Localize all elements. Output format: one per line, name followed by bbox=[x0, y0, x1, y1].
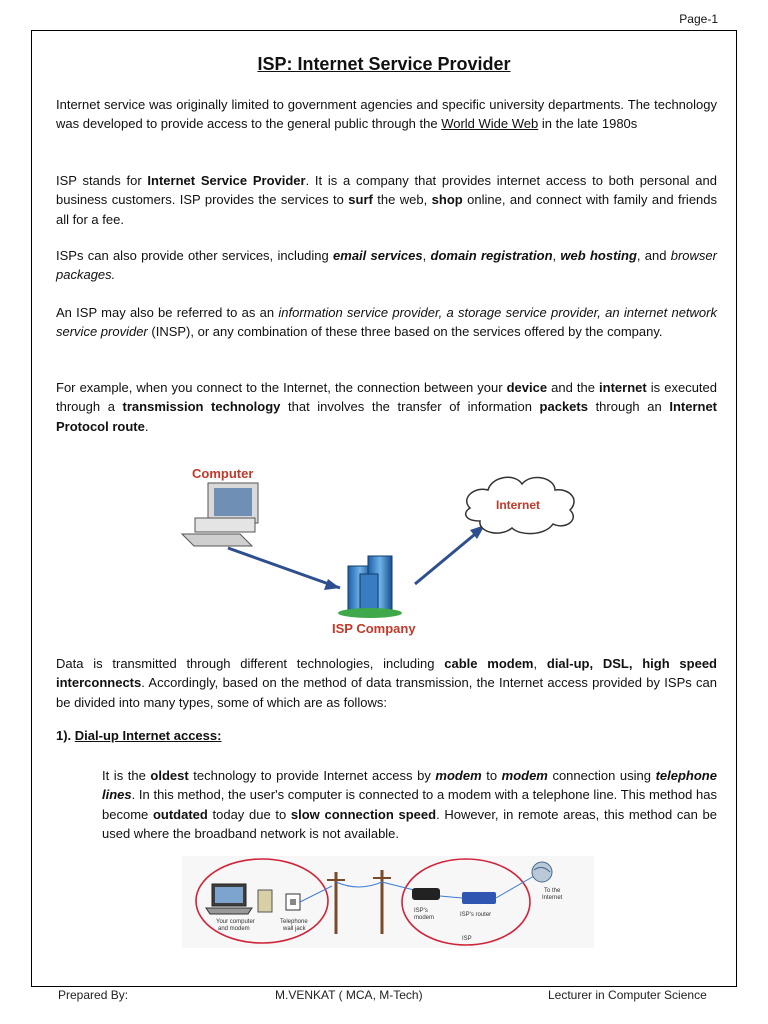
svg-text:and modem: and modem bbox=[218, 926, 250, 932]
svg-text:wall jack: wall jack bbox=[283, 926, 306, 932]
isp-definition-paragraph: ISP stands for Internet Service Provider. It is a company that provides internet access to both personal and business customers. ISP provides the services to surf the web, shop online, and connect with family and friends all for a fee. bbox=[56, 173, 718, 227]
svg-text:Telephone: Telephone bbox=[280, 919, 308, 925]
computer-label: Computer bbox=[192, 466, 254, 481]
isp-connection-diagram bbox=[170, 458, 590, 640]
svg-text:To the: To the bbox=[544, 888, 561, 894]
svg-text:ISP's router: ISP's router bbox=[460, 912, 492, 918]
arrow-computer-to-isp bbox=[228, 548, 340, 588]
globe-icon bbox=[532, 862, 552, 882]
svg-text:Internet: Internet bbox=[542, 895, 563, 901]
laptop-icon bbox=[206, 884, 252, 914]
isp-modem-icon bbox=[412, 888, 440, 900]
transmission-paragraph: Data is transmitted through different technologies, including cable modem, dial-up, DSL, high speed interconnects. Accordingly, based on the method of data transmission, the Internet access provided by ISPs can be divided into many types, some of which are as follows: bbox=[56, 656, 717, 710]
other-services-paragraph: ISPs can also provide other services, including email services, domain registration, web hosting, and browser packages. bbox=[56, 248, 717, 283]
svg-text:Your computer: Your computer bbox=[216, 919, 255, 925]
svg-text:ISP: ISP bbox=[462, 936, 472, 942]
isp-company-label: ISP Company bbox=[332, 621, 416, 636]
dialup-paragraph: It is the oldest technology to provide Internet access by modem to modem connection using telephone lines. In this method, the user's computer is connected to a modem with a telephone line. This method has become outdated today due to slow connection speed. However, in remote areas, this method can be used where the broadband network is not available. bbox=[102, 768, 718, 841]
page-number: Page-1 bbox=[679, 12, 718, 26]
svg-text:ISP's: ISP's bbox=[414, 908, 428, 914]
internet-label: Internet bbox=[496, 498, 541, 512]
arrow-isp-to-internet bbox=[415, 530, 480, 584]
footer-author: M.VENKAT ( MCA, M-Tech) bbox=[275, 988, 423, 1002]
isp-building-icon bbox=[338, 556, 402, 618]
intro-paragraph: Internet service was originally limited to government agencies and specific university departments. The technology was developed to provide access to the general public through the World Wide Web in the late 1980s bbox=[56, 97, 717, 132]
example-paragraph: For example, when you connect to the Internet, the connection between your device and the internet is executed through a transmission technology that involves the transfer of information packets through an Internet Protocol route. bbox=[56, 380, 717, 434]
also-referred-paragraph: An ISP may also be referred to as an information service provider, a storage service provider, an internet network service provider (INSP), or any combination of these three based on the services offered by the company. bbox=[56, 305, 717, 340]
modem-icon bbox=[258, 890, 272, 912]
svg-text:modem: modem bbox=[414, 915, 435, 921]
footer-role: Lecturer in Computer Science bbox=[548, 988, 707, 1002]
computer-icon bbox=[182, 483, 258, 546]
dialup-diagram bbox=[182, 856, 594, 948]
telephone-jack-icon bbox=[286, 894, 300, 910]
world-wide-web-link[interactable]: World Wide Web bbox=[441, 116, 539, 132]
dialup-heading: 1). Dial-up Internet access: bbox=[56, 728, 222, 743]
footer-prepared-by: Prepared By: bbox=[58, 988, 129, 1002]
page-title: ISP: Internet Service Provider bbox=[257, 54, 511, 74]
isp-router-icon bbox=[462, 892, 496, 904]
